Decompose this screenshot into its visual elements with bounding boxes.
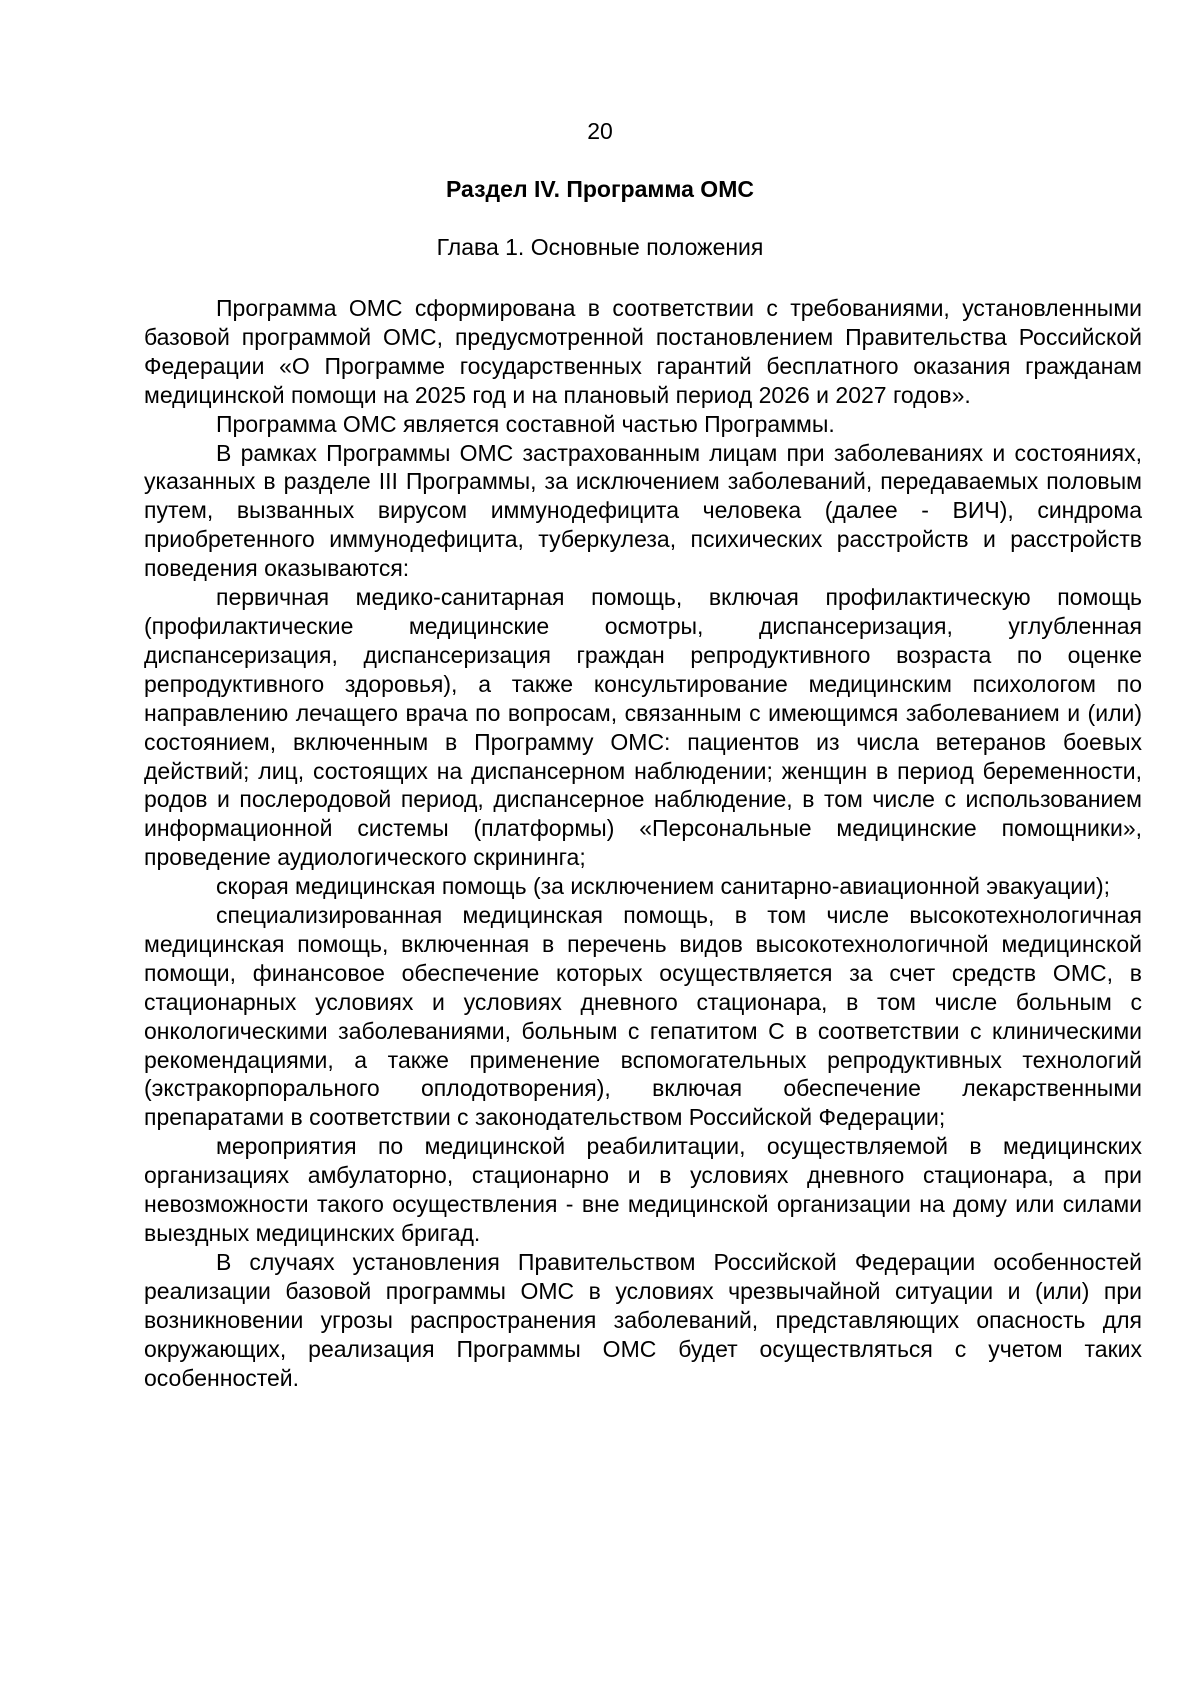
paragraph-program-basis: Программа ОМС сформирована в соответствии с требованиями, установленными базовой программой ОМС, предусмотренной постановлением Правительства Российской Федерации «О Программе государственных гарантий бесплатного оказания гражданам медицинской помощи на 2025 год и на плановый период 2026 и 2027 годов». bbox=[144, 295, 1142, 408]
paragraph-program-part: Программа ОМС является составной частью Программы. bbox=[216, 410, 835, 437]
paragraph-emergency-situations: В случаях установления Правительством Российской Федерации особенностей реализации базовой программы ОМС в условиях чрезвычайной ситуации и (или) при возникновении угрозы распространения заболеваний, представляющих опасность для окружающих, реализация Программы ОМС будет осуществляться с учетом таких особенностей. bbox=[144, 1248, 1142, 1391]
paragraph-emergency-care: скорая медицинская помощь (за исключением санитарно-авиационной эвакуации); bbox=[216, 873, 1111, 900]
document-body bbox=[144, 294, 1142, 1392]
paragraph-rehabilitation: мероприятия по медицинской реабилитации, осуществляемой в медицинских организациях амбулаторно, стационарно и в условиях дневного стационара, а при невозможности такого осуществления - вне медицинской организации на дому или силами выездных медицинских бригад. bbox=[144, 1133, 1142, 1246]
chapter-title: Глава 1. Основные положения bbox=[436, 234, 764, 260]
paragraph-specialized-care: специализированная медицинская помощь, в том числе высокотехнологичная медицинская помощь, включенная в перечень видов высокотехнологичной медицинской помощи, финансовое обеспечение которых осуществляется за счет средств ОМС, в стационарных условиях и условиях дневного стационара, в том числе больным с онкологическими заболеваниями, больным с гепатитом C в соответствии с клиническими рекомендациями, а также применение вспомогательных репродуктивных технологий (экстракорпорального оплодотворения), включая обеспечение лекарственными препаратами в соответствии с законодательством Российской Федерации; bbox=[144, 902, 1142, 1131]
paragraph-insured-care: В рамках Программы ОМС застрахованным лицам при заболеваниях и состояниях, указанных в разделе III Программы, за исключением заболеваний, передаваемых половым путем, вызванных вирусом иммунодефицита человека (далее - ВИЧ), синдрома приобретенного иммунодефицита, туберкулеза, психических расстройств и расстройств поведения оказываются: bbox=[144, 439, 1142, 582]
section-title: Раздел IV. Программа ОМС bbox=[446, 176, 754, 202]
paragraph-primary-care: первичная медико-санитарная помощь, включая профилактическую помощь (профилактические медицинские осмотры, диспансеризация, углубленная диспансеризация, диспансеризация граждан репродуктивного возраста по оценке репродуктивного здоровья), а также консультирование медицинским психологом по направлению лечащего врача по вопросам, связанным с имеющимся заболеванием и (или) состоянием, включенным в Программу ОМС: пациентов из числа ветеранов боевых действий; лиц, состоящих на диспансерном наблюдении; женщин в период беременности, родов и послеродовой период, диспансерное наблюдение, в том числе с использованием информационной системы (платформы) «Персональные медицинские помощники», проведение аудиологического скрининга; bbox=[144, 584, 1142, 871]
page-number: 20 bbox=[587, 118, 613, 144]
